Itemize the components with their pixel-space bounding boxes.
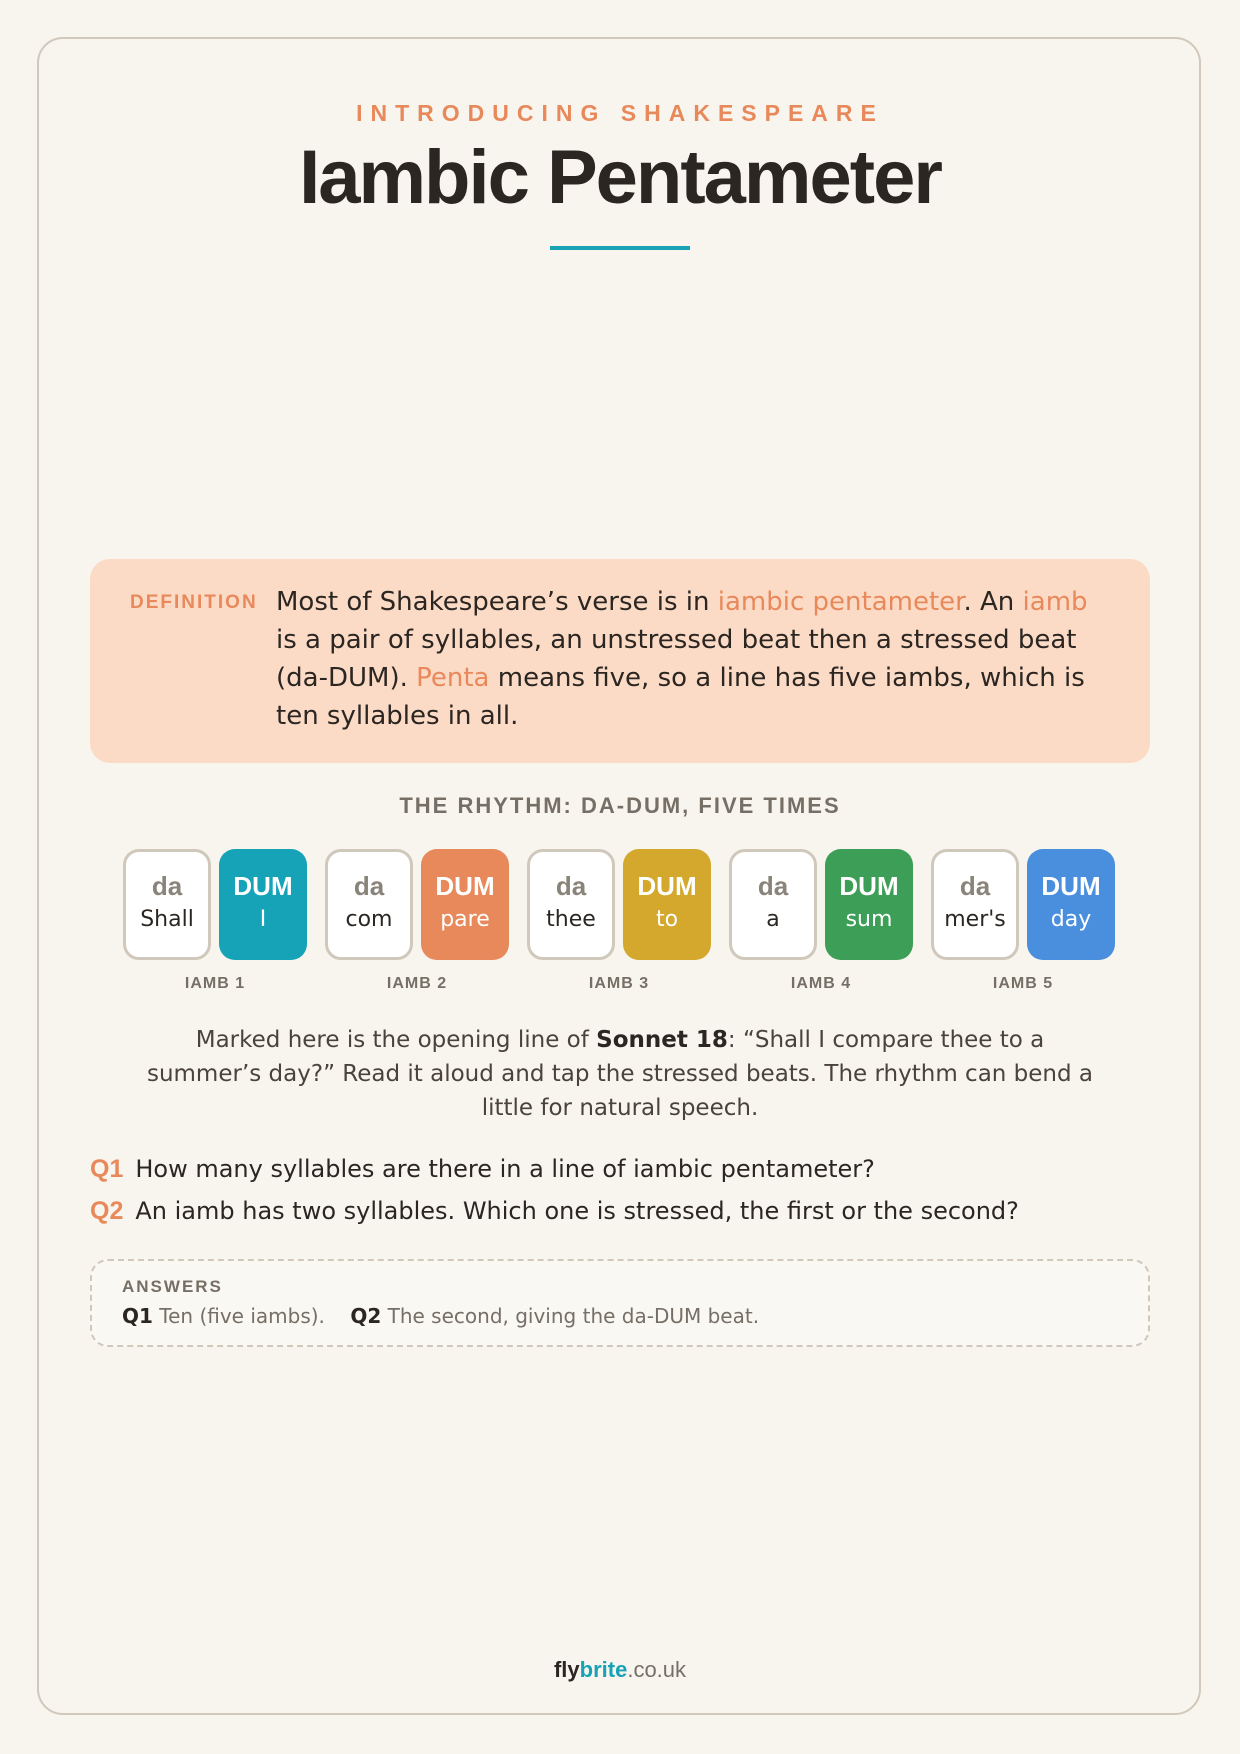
stressed-tile: [623, 849, 711, 960]
question-number: Q1: [90, 1155, 124, 1183]
iamb-label: IAMB 4: [790, 975, 852, 992]
definition-part: . An: [963, 587, 1023, 617]
brand-brite: brite: [579, 1657, 628, 1682]
answer-text: Ten (five iambs).: [159, 1304, 325, 1328]
definition-label: DEFINITION: [130, 592, 258, 613]
stressed-tile: [1027, 849, 1115, 960]
iamb-label: IAMB 2: [386, 975, 448, 992]
term-iamb: iamb: [1022, 587, 1088, 617]
beat-label: da: [959, 871, 991, 901]
unstressed-tile: [325, 849, 413, 960]
iamb-group: [527, 849, 725, 999]
beat-label: DUM: [637, 871, 697, 901]
iamb-group: [729, 849, 927, 999]
definition-box: [90, 559, 1150, 763]
question-2: [90, 1197, 1019, 1226]
beat-label: DUM: [1041, 871, 1101, 901]
question-1: [90, 1155, 875, 1184]
syllable-label: Shall: [140, 907, 194, 932]
rhythm-heading: THE RHYTHM: DA-DUM, FIVE TIMES: [399, 793, 841, 818]
unstressed-tile: [123, 849, 211, 960]
syllable-label: a: [766, 907, 780, 932]
iamb-group: [325, 849, 523, 999]
answers-box: [90, 1259, 1150, 1347]
definition-text: [276, 583, 1116, 735]
beat-label: DUM: [233, 871, 293, 901]
explanation-text: : “Shall I compare thee to a summer’s day?” Read it aloud and tap the stressed beats. The rhythm can bend a little for natural speech.: [146, 1027, 1094, 1121]
page-title: Iambic Pentameter: [299, 135, 941, 220]
beat-label: DUM: [435, 871, 495, 901]
answers-heading: ANSWERS: [122, 1277, 223, 1296]
definition-part: is a pair of syllables, an unstressed beat then a stressed beat (da-DUM).: [276, 625, 1077, 693]
iamb-label: IAMB 1: [184, 975, 246, 992]
syllable-label: day: [1050, 907, 1092, 932]
footer-brand: [0, 1657, 1240, 1683]
definition-part: Most of Shakespeare’s verse is in: [276, 587, 718, 617]
answer-text: The second, giving the da-DUM beat.: [387, 1304, 760, 1328]
question-number: Q2: [90, 1197, 124, 1225]
iamb-group: [931, 849, 1129, 999]
unstressed-tile: [527, 849, 615, 960]
syllable-label: sum: [845, 907, 893, 932]
answer-number: Q2: [350, 1304, 382, 1328]
page-kicker: INTRODUCING SHAKESPEARE: [356, 100, 884, 126]
syllable-label: I: [259, 907, 267, 932]
question-text: An iamb has two syllables. Which one is stressed, the first or the second?: [135, 1197, 1019, 1225]
iamb-label: IAMB 3: [588, 975, 650, 992]
title-underline: [550, 246, 690, 250]
sonnet-reference: Sonnet 18: [596, 1027, 728, 1053]
question-text: How many syllables are there in a line of iambic pentameter?: [135, 1155, 875, 1183]
example-explanation: [140, 1023, 1100, 1125]
explanation-text: Marked here is the opening line of: [195, 1027, 597, 1053]
syllable-label: thee: [546, 907, 596, 932]
syllable-label: mer's: [944, 907, 1006, 932]
beat-label: da: [353, 871, 385, 901]
beat-label: da: [757, 871, 789, 901]
iamb-label: IAMB 5: [992, 975, 1054, 992]
unstressed-tile: [931, 849, 1019, 960]
iamb-row: [0, 849, 1240, 999]
syllable-label: pare: [440, 907, 490, 932]
iamb-group: [123, 849, 321, 999]
definition-part: means five, so a line has five iambs, which is ten syllables in all.: [276, 663, 1085, 731]
syllable-label: to: [655, 907, 679, 932]
beat-label: da: [555, 871, 587, 901]
syllable-label: com: [345, 907, 393, 932]
term-iambic-pentameter: iambic pentameter: [717, 587, 964, 617]
answer-number: Q1: [122, 1304, 153, 1328]
brand-fly: fly: [553, 1657, 580, 1682]
beat-label: DUM: [839, 871, 899, 901]
stressed-tile: [219, 849, 307, 960]
answers-line: [122, 1304, 759, 1328]
term-penta: Penta: [416, 663, 490, 693]
stressed-tile: [421, 849, 509, 960]
beat-label: da: [151, 871, 183, 901]
unstressed-tile: [729, 849, 817, 960]
stressed-tile: [825, 849, 913, 960]
brand-domain: .co.uk: [627, 1657, 687, 1682]
